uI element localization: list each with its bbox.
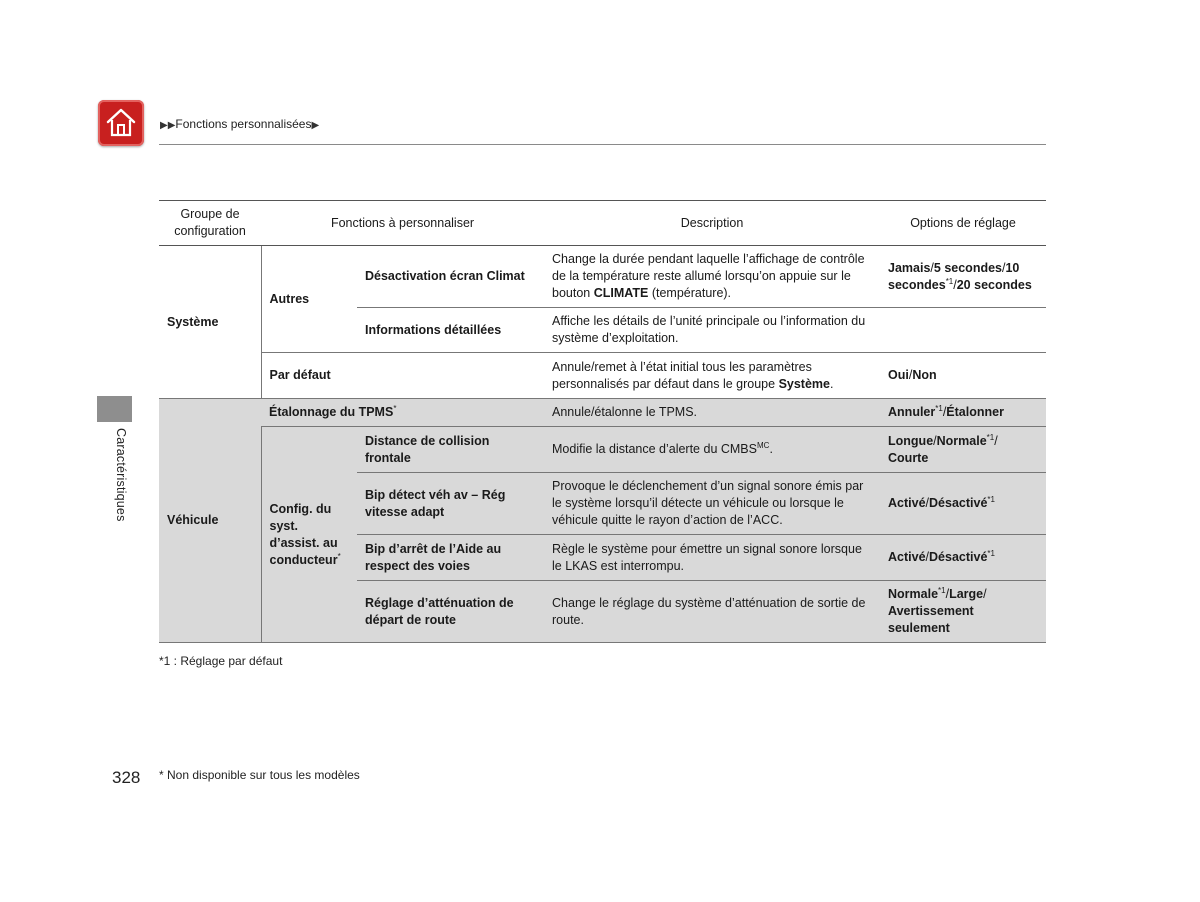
col-header-description: Description — [544, 201, 880, 246]
function-description: Provoque le déclenchement d’un signal sonore émis par le système lorsqu’il détecte un véhicule ou lorsque le véhicule quitte le rayon d’action de l’ACC. — [544, 473, 880, 535]
default-setting-footnote: *1 : Réglage par défaut — [159, 654, 283, 668]
table-row — [159, 246, 1046, 308]
setting-options: Oui/Non — [880, 353, 1046, 399]
section-tab-marker[interactable] — [97, 396, 132, 422]
breadcrumb-arrow-icon: ▶▶ — [160, 120, 176, 131]
function-name: Informations détaillées — [357, 308, 544, 353]
table-row — [159, 353, 1046, 399]
function-description: Annule/étalonne le TPMS. — [544, 399, 880, 427]
function-description: Change la durée pendant laquelle l’affichage de contrôle de la température reste allumé lorsqu’on appuie sur le bouton CLIMATE (température). — [544, 246, 880, 308]
function-name: Bip d’arrêt de l’Aide au respect des voies — [357, 535, 544, 581]
setting-options: Annuler$^{*1}$/Étalonner — [880, 399, 1046, 427]
function-name: Bip détect véh av – Rég vitesse adapt — [357, 473, 544, 535]
function-description: Change le réglage du système d’atténuation de sortie de route. — [544, 581, 880, 643]
group-cell-systeme: Système — [159, 246, 261, 399]
setting-options: Normale$^{*1}$/Large/ Avertissement seulement — [880, 581, 1046, 643]
settings-table — [159, 200, 1046, 643]
subgroup-cell-config: Config. du syst. d’assist. au conducteur* — [261, 427, 357, 643]
function-name: Réglage d’atténuation de départ de route — [357, 581, 544, 643]
table-row — [159, 427, 1046, 473]
function-name: Par défaut — [261, 353, 544, 399]
function-name: Désactivation écran Climat — [357, 246, 544, 308]
col-header-options: Options de réglage — [880, 201, 1046, 246]
home-button[interactable] — [98, 100, 144, 146]
home-icon — [106, 107, 136, 139]
setting-options — [880, 308, 1046, 353]
table-header-row — [159, 201, 1046, 246]
function-description: Modifie la distance d’alerte du $CMBS^{MC}$. — [544, 427, 880, 473]
header-divider — [159, 144, 1046, 145]
col-header-group: Groupe de configuration — [159, 201, 261, 246]
function-description: Règle le système pour émettre un signal sonore lorsque le LKAS est interrompu. — [544, 535, 880, 581]
function-name: Distance de collision frontale — [357, 427, 544, 473]
setting-options: Activé/Désactivé$^{*1}$ — [880, 473, 1046, 535]
col-header-function: Fonctions à personnaliser — [261, 201, 544, 246]
section-label: Caractéristiques — [114, 428, 128, 522]
function-name: Étalonnage du TPMS* — [261, 399, 544, 427]
subgroup-cell-autres: Autres — [261, 246, 357, 353]
setting-options: Longue/Normale$^{*1}$/ Courte — [880, 427, 1046, 473]
breadcrumb-arrow-icon: ▶ — [311, 120, 320, 131]
page-number: 328 — [112, 768, 141, 787]
breadcrumb-link[interactable]: Fonctions personnalisées — [175, 117, 312, 131]
function-description: Affiche les détails de l’unité principale ou l’information du système d’exploitation. — [544, 308, 880, 353]
table-row — [159, 399, 1046, 427]
function-description: Annule/remet à l’état initial tous les paramètres personnalisés par défaut dans le groupe Système. — [544, 353, 880, 399]
breadcrumb — [160, 117, 319, 131]
group-cell-vehicule: Véhicule — [159, 399, 261, 643]
setting-options: Activé/Désactivé$^{*1}$ — [880, 535, 1046, 581]
setting-options: Jamais/5 secondes/10 secondes$^{*1}$/20 secondes — [880, 246, 1046, 308]
availability-footnote: * Non disponible sur tous les modèles — [159, 768, 360, 782]
